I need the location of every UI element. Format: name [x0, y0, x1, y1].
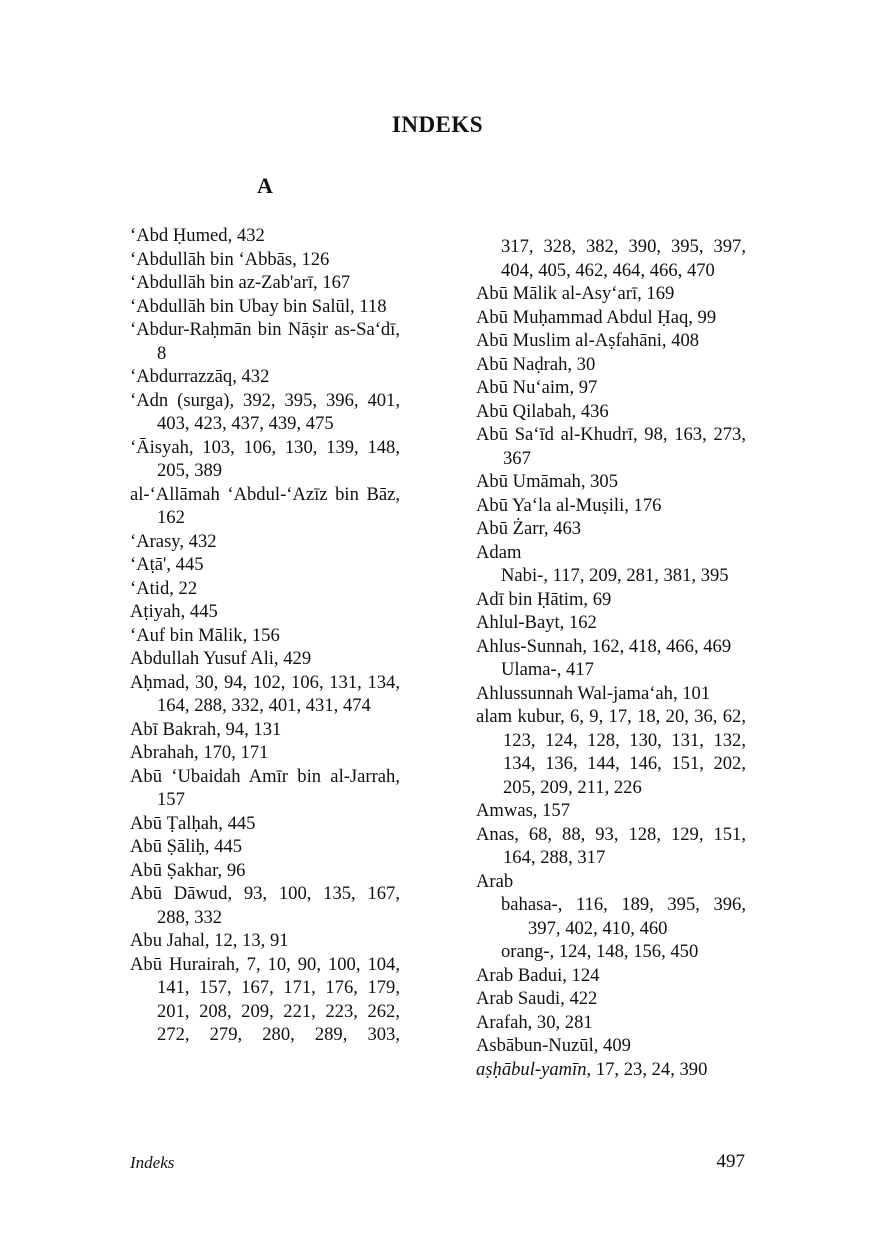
index-entry: Abū Ya‘la al-Muṣili, 176 — [476, 494, 662, 516]
index-entry: Abū Sa‘īd al-Khudrī, 98, 163, 273, 367 — [476, 424, 746, 469]
index-entry: ‘Abdullāh bin az-Zab'arī, 167 — [130, 272, 351, 293]
section-letter: A — [257, 173, 273, 198]
index-entry: ‘Abdurrazzāq, 432 — [130, 366, 270, 387]
index-entry: Abū ‘Ubaidah Amīr bin al-Jarrah, 157 — [130, 765, 400, 810]
index-entry: Abū Umāmah, 305 — [476, 471, 619, 492]
page-title: INDEKS — [391, 112, 484, 137]
index-entry: alam kubur, 6, 9, 17, 18, 20, 36, 62, 123, 124, 128, 130, 131, 132, 134, 136, 144, 146, 151, 202, 205, 209, 211, 226 — [476, 706, 746, 798]
index-entry: Asbābun-Nuzūl, 409 — [476, 1035, 631, 1056]
index-entry: ‘Āisyah, 103, 106, 130, 139, 148, 205, 389 — [130, 436, 400, 481]
index-entry: ‘Aṭā', 445 — [130, 554, 204, 575]
index-entry: ‘Adn (surga), 392, 395, 396, 401, 403, 423, 437, 439, 475 — [130, 389, 400, 434]
index-entry: Ahlul-Bayt, 162 — [476, 612, 597, 633]
index-entry: Aḥmad, 30, 94, 102, 106, 131, 134, 164, 288, 332, 401, 431, 474 — [130, 671, 400, 716]
index-entry: Arab Saudi, 422 — [476, 988, 598, 1009]
index-entry: Abū Ṣāliḥ, 445 — [130, 836, 243, 857]
index-entry: Abū Naḍrah, 30 — [476, 353, 596, 375]
index-entry: ‘Abdullāh bin ‘Abbās, 126 — [130, 248, 330, 270]
index-entry: Aṭiyah, 445 — [130, 601, 218, 622]
index-entry: ‘Abdullāh bin Ubay bin Salūl, 118 — [130, 295, 387, 317]
index-column-right — [476, 235, 746, 1081]
index-entry: Arab Badui, 124 — [476, 964, 600, 986]
index-entry: Abu Jahal, 12, 13, 91 — [130, 930, 289, 951]
index-entry: ‘Abdur-Raḥmān bin Nāṣir as-Sa‘dī, 8 — [130, 319, 400, 364]
index-entry: 317, 328, 382, 390, 395, 397, 404, 405, 462, 464, 466, 470 — [501, 236, 746, 281]
index-entry: Abū Ṭalḥah, 445 — [130, 812, 256, 834]
index-entry: Anas, 68, 88, 93, 128, 129, 151, 164, 288, 317 — [476, 823, 746, 868]
running-head: Indeks — [130, 1153, 175, 1172]
index-entry: Ahlus-Sunnah, 162, 418, 466, 469 — [476, 635, 732, 657]
index-entry: Abū Dāwud, 93, 100, 135, 167, 288, 332 — [130, 883, 400, 928]
page-number: 497 — [716, 1151, 745, 1172]
index-entry: al-‘Allāmah ‘Abdul-‘Azīz bin Bāz, 162 — [130, 483, 400, 528]
index-entry: ‘Atid, 22 — [130, 577, 198, 599]
index-entry: Abū Mālik al-Asy‘arī, 169 — [476, 283, 675, 304]
index-entry: Nabi-, 117, 209, 281, 381, 395 — [501, 565, 729, 586]
index-entry: bahasa-, 116, 189, 395, 396, 397, 402, 410, 460 — [501, 894, 746, 939]
index-column-left — [130, 224, 400, 1047]
index-entry: Abrahah, 170, 171 — [130, 742, 269, 763]
index-entry: Abū Qilabah, 436 — [476, 400, 609, 422]
index-entry: Abū Hurairah, 7, 10, 90, 100, 104, 141, 157, 167, 171, 176, 179, 201, 208, 209, 221, 223, 262, 272, 279, 280, 289, 303, — [130, 953, 400, 1045]
index-entry: Ahlussunnah Wal-jama‘ah, 101 — [476, 682, 711, 704]
index-entry: ‘Arasy, 432 — [130, 530, 217, 552]
index-entry: ‘Auf bin Mālik, 156 — [130, 624, 280, 646]
index-entry: Abū Muslim al-Aṣfahāni, 408 — [476, 330, 700, 351]
index-entry: orang-, 124, 148, 156, 450 — [501, 941, 699, 962]
entry-refs: , 17, 23, 24, 390 — [586, 1058, 708, 1080]
index-entry: Abī Bakrah, 94, 131 — [130, 718, 282, 740]
index-entry: Amwas, 157 — [476, 800, 570, 821]
index-entry: Arafah, 30, 281 — [476, 1011, 593, 1033]
index-entry: Ulama-, 417 — [501, 659, 594, 680]
index-entry: ‘Abd Ḥumed, 432 — [130, 225, 265, 246]
index-entry: Abdullah Yusuf Ali, 429 — [130, 648, 312, 669]
index-entry: Adī bin Ḥātim, 69 — [476, 588, 612, 610]
italic-term: aṣḥābul-yamīn — [476, 1058, 587, 1080]
index-entry: Abū Nu‘aim, 97 — [476, 377, 598, 398]
index-entry: Abū Muḥammad Abdul Ḥaq, 99 — [476, 306, 717, 328]
index-entry: Abū Ṣakhar, 96 — [130, 859, 246, 881]
index-entry: Arab — [476, 870, 514, 892]
index-entry — [476, 1058, 746, 1082]
index-entry: Adam — [476, 541, 522, 563]
index-entry: Abū Żarr, 463 — [476, 518, 582, 539]
